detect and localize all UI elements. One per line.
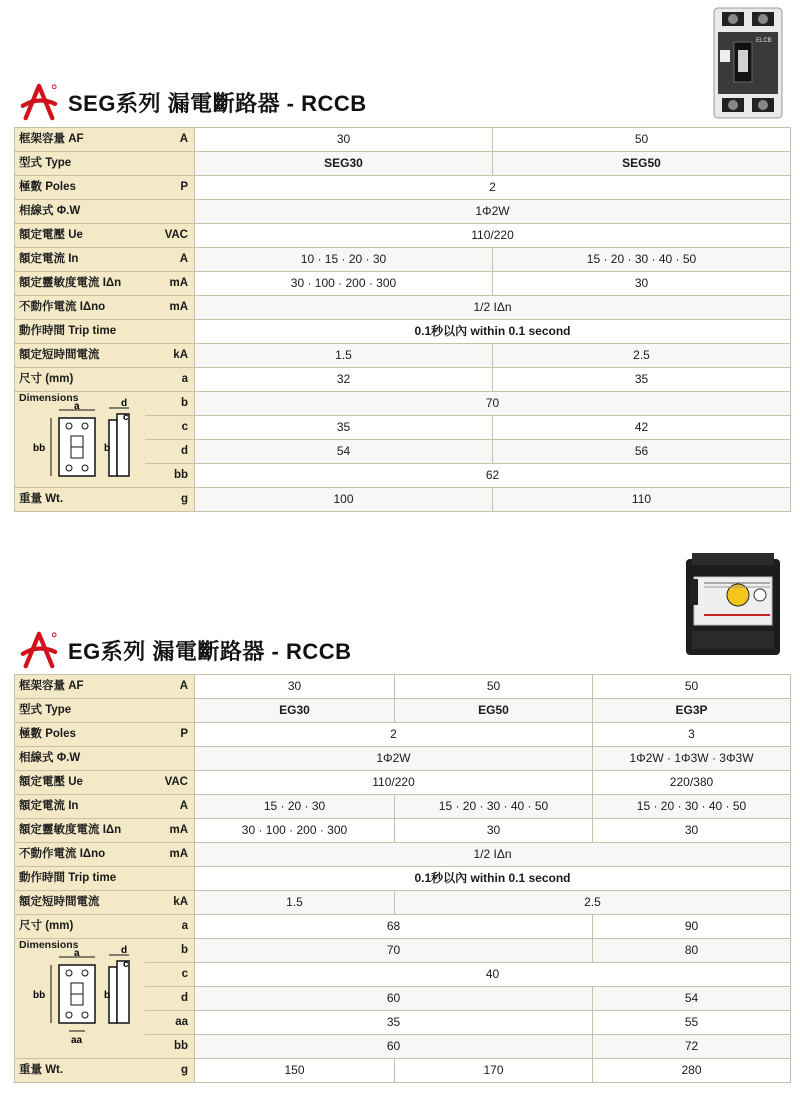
spec-row: [15, 152, 791, 176]
cell-value: 54: [195, 440, 493, 464]
cell-value: 1Φ2W · 1Φ3W · 3Φ3W: [593, 747, 791, 771]
spec-row: [15, 272, 791, 296]
cell-value: 70: [195, 939, 593, 963]
spec-row: [15, 296, 791, 320]
cell-value: 1.5: [195, 891, 395, 915]
row-unit: mA: [145, 272, 195, 296]
diagram-label-a: a: [74, 401, 80, 412]
row-label: 額定靈敏度電流 IΔn: [15, 819, 145, 843]
cell-value: SEG30: [195, 152, 493, 176]
row-label: Dimensions a bb b d c aa: [15, 939, 145, 1059]
row-unit: [145, 747, 195, 771]
eg-product-image: [680, 551, 786, 661]
spec-row: [15, 368, 791, 392]
spec-row: [15, 1059, 791, 1083]
cell-value: 2: [195, 723, 593, 747]
diagram-label-a: a: [74, 948, 80, 959]
cell-value: 68: [195, 915, 593, 939]
spec-row: [15, 699, 791, 723]
spec-row: [15, 128, 791, 152]
dimension-diagram: [17, 945, 143, 1055]
row-label: 額定電流 In: [15, 248, 145, 272]
row-unit: A: [145, 795, 195, 819]
cell-value: 110/220: [195, 771, 593, 795]
cell-value: 30: [395, 819, 593, 843]
row-unit: [145, 200, 195, 224]
spec-row: [15, 771, 791, 795]
row-unit: A: [145, 248, 195, 272]
row-unit: mA: [145, 819, 195, 843]
row-label: 額定電流 In: [15, 795, 145, 819]
row-unit: aa: [145, 1011, 195, 1035]
row-unit: bb: [145, 1035, 195, 1059]
spec-row: [15, 200, 791, 224]
eg-title: EG系列 漏電斷路器 - RCCB: [68, 638, 352, 664]
spec-row: [15, 488, 791, 512]
row-label: 動作時間 Trip time: [15, 867, 145, 891]
row-unit: g: [145, 488, 195, 512]
row-unit: d: [145, 440, 195, 464]
cell-value: EG50: [395, 699, 593, 723]
cell-value: 55: [593, 1011, 791, 1035]
cell-value: 2.5: [395, 891, 791, 915]
cell-value: SEG50: [493, 152, 791, 176]
cell-value: 54: [593, 987, 791, 1011]
row-unit: P: [145, 176, 195, 200]
spec-row: [15, 843, 791, 867]
cell-value: 60: [195, 1035, 593, 1059]
cell-value: 1/2 IΔn: [195, 843, 791, 867]
cell-value: 110/220: [195, 224, 791, 248]
cell-value: 32: [195, 368, 493, 392]
cell-value: 60: [195, 987, 593, 1011]
row-unit: [145, 699, 195, 723]
row-label: 框架容量 AF: [15, 128, 145, 152]
cell-value: 3: [593, 723, 791, 747]
cell-value: 30: [195, 128, 493, 152]
cell-value: 1Φ2W: [195, 747, 593, 771]
cell-value: 110: [493, 488, 791, 512]
row-label: Dimensions a bb b d c: [15, 392, 145, 488]
row-label: 額定短時間電流: [15, 344, 145, 368]
cell-value: 56: [493, 440, 791, 464]
row-unit: VAC: [145, 771, 195, 795]
spec-row: [15, 344, 791, 368]
spec-row: [15, 795, 791, 819]
row-label: 不動作電流 IΔno: [15, 843, 145, 867]
seg-title: SEG系列 漏電斷路器 - RCCB: [68, 90, 367, 116]
cell-value: 30 · 100 · 200 · 300: [195, 819, 395, 843]
diagram-label-aa: aa: [71, 1035, 83, 1046]
row-unit: VAC: [145, 224, 195, 248]
spec-row: [15, 915, 791, 939]
cell-value: 10 · 15 · 20 · 30: [195, 248, 493, 272]
spec-row: [15, 392, 791, 416]
cell-value: 50: [593, 675, 791, 699]
brand-logo-icon: [20, 631, 58, 669]
spec-row: [15, 248, 791, 272]
row-label: 不動作電流 IΔno: [15, 296, 145, 320]
cell-value: EG30: [195, 699, 395, 723]
cell-value: 62: [195, 464, 791, 488]
cell-value: 30: [195, 675, 395, 699]
row-label: 極數 Poles: [15, 723, 145, 747]
row-label: 相線式 Φ.W: [15, 200, 145, 224]
cell-value: 15 · 20 · 30 · 40 · 50: [493, 248, 791, 272]
cell-value: 30: [493, 272, 791, 296]
cell-value: 15 · 20 · 30 · 40 · 50: [593, 795, 791, 819]
row-label: 額定電壓 Ue: [15, 224, 145, 248]
diagram-label-bb: bb: [33, 443, 46, 454]
row-unit: c: [145, 963, 195, 987]
product-photo-label: ELCB: [756, 38, 772, 44]
diagram-label-c: c: [123, 959, 129, 970]
eg-title-bar: [20, 630, 352, 670]
cell-value: 220/380: [593, 771, 791, 795]
spec-row: [15, 867, 791, 891]
seg-spec-table: [14, 127, 791, 512]
spec-row: [15, 819, 791, 843]
row-label: 型式 Type: [15, 152, 145, 176]
diagram-label-b: b: [104, 443, 111, 454]
cell-value: 100: [195, 488, 493, 512]
row-label: 框架容量 AF: [15, 675, 145, 699]
diagram-label-d: d: [121, 945, 128, 956]
cell-value: 170: [395, 1059, 593, 1083]
row-unit: [145, 867, 195, 891]
spec-row: [15, 891, 791, 915]
diagram-label-b: b: [104, 990, 111, 1001]
eg-section: [0, 545, 800, 1113]
cell-value: 1.5: [195, 344, 493, 368]
spec-row: [15, 747, 791, 771]
row-unit: A: [145, 675, 195, 699]
spec-row: [15, 675, 791, 699]
cell-value: 70: [195, 392, 791, 416]
cell-value: 15 · 20 · 30 · 40 · 50: [395, 795, 593, 819]
spec-row: [15, 939, 791, 963]
row-label: 動作時間 Trip time: [15, 320, 145, 344]
cell-value: 150: [195, 1059, 395, 1083]
seg-product-image: [712, 6, 784, 120]
cell-value: 90: [593, 915, 791, 939]
row-unit: b: [145, 939, 195, 963]
dimension-diagram: [17, 398, 143, 486]
diagram-label-c: c: [123, 412, 129, 423]
brand-logo-icon: [20, 83, 58, 121]
row-unit: [145, 152, 195, 176]
row-unit: P: [145, 723, 195, 747]
diagram-label-bb: bb: [33, 990, 46, 1001]
row-unit: a: [145, 915, 195, 939]
cell-value: 1Φ2W: [195, 200, 791, 224]
row-label: 額定電壓 Ue: [15, 771, 145, 795]
row-label: 額定短時間電流: [15, 891, 145, 915]
row-label: 重量 Wt.: [15, 1059, 145, 1083]
seg-section: [0, 0, 800, 545]
cell-value: 50: [395, 675, 593, 699]
row-label: 尺寸 (mm): [15, 368, 145, 392]
cell-value: 0.1秒以內 within 0.1 second: [195, 320, 791, 344]
cell-value: 80: [593, 939, 791, 963]
row-label: 型式 Type: [15, 699, 145, 723]
cell-value: 15 · 20 · 30: [195, 795, 395, 819]
cell-value: 30: [593, 819, 791, 843]
cell-value: 30 · 100 · 200 · 300: [195, 272, 493, 296]
row-unit: kA: [145, 891, 195, 915]
row-unit: [145, 320, 195, 344]
row-label: 額定靈敏度電流 IΔn: [15, 272, 145, 296]
row-unit: a: [145, 368, 195, 392]
cell-value: 35: [195, 1011, 593, 1035]
diagram-label-d: d: [121, 398, 128, 409]
spec-row: [15, 176, 791, 200]
row-label: 極數 Poles: [15, 176, 145, 200]
cell-value: 42: [493, 416, 791, 440]
cell-value: 35: [493, 368, 791, 392]
cell-value: EG3P: [593, 699, 791, 723]
seg-title-bar: [20, 82, 367, 122]
eg-spec-table: [14, 674, 791, 1083]
cell-value: 2.5: [493, 344, 791, 368]
cell-value: 2: [195, 176, 791, 200]
row-label: 相線式 Φ.W: [15, 747, 145, 771]
spec-row: [15, 224, 791, 248]
cell-value: 50: [493, 128, 791, 152]
row-unit: mA: [145, 296, 195, 320]
spec-row: [15, 723, 791, 747]
spec-row: [15, 320, 791, 344]
row-unit: d: [145, 987, 195, 1011]
row-label: 尺寸 (mm): [15, 915, 145, 939]
cell-value: 72: [593, 1035, 791, 1059]
row-unit: bb: [145, 464, 195, 488]
row-label: 重量 Wt.: [15, 488, 145, 512]
row-unit: b: [145, 392, 195, 416]
cell-value: 40: [195, 963, 791, 987]
cell-value: 1/2 IΔn: [195, 296, 791, 320]
row-unit: mA: [145, 843, 195, 867]
row-unit: c: [145, 416, 195, 440]
row-unit: kA: [145, 344, 195, 368]
cell-value: 35: [195, 416, 493, 440]
cell-value: 280: [593, 1059, 791, 1083]
row-unit: g: [145, 1059, 195, 1083]
cell-value: 0.1秒以內 within 0.1 second: [195, 867, 791, 891]
row-unit: A: [145, 128, 195, 152]
